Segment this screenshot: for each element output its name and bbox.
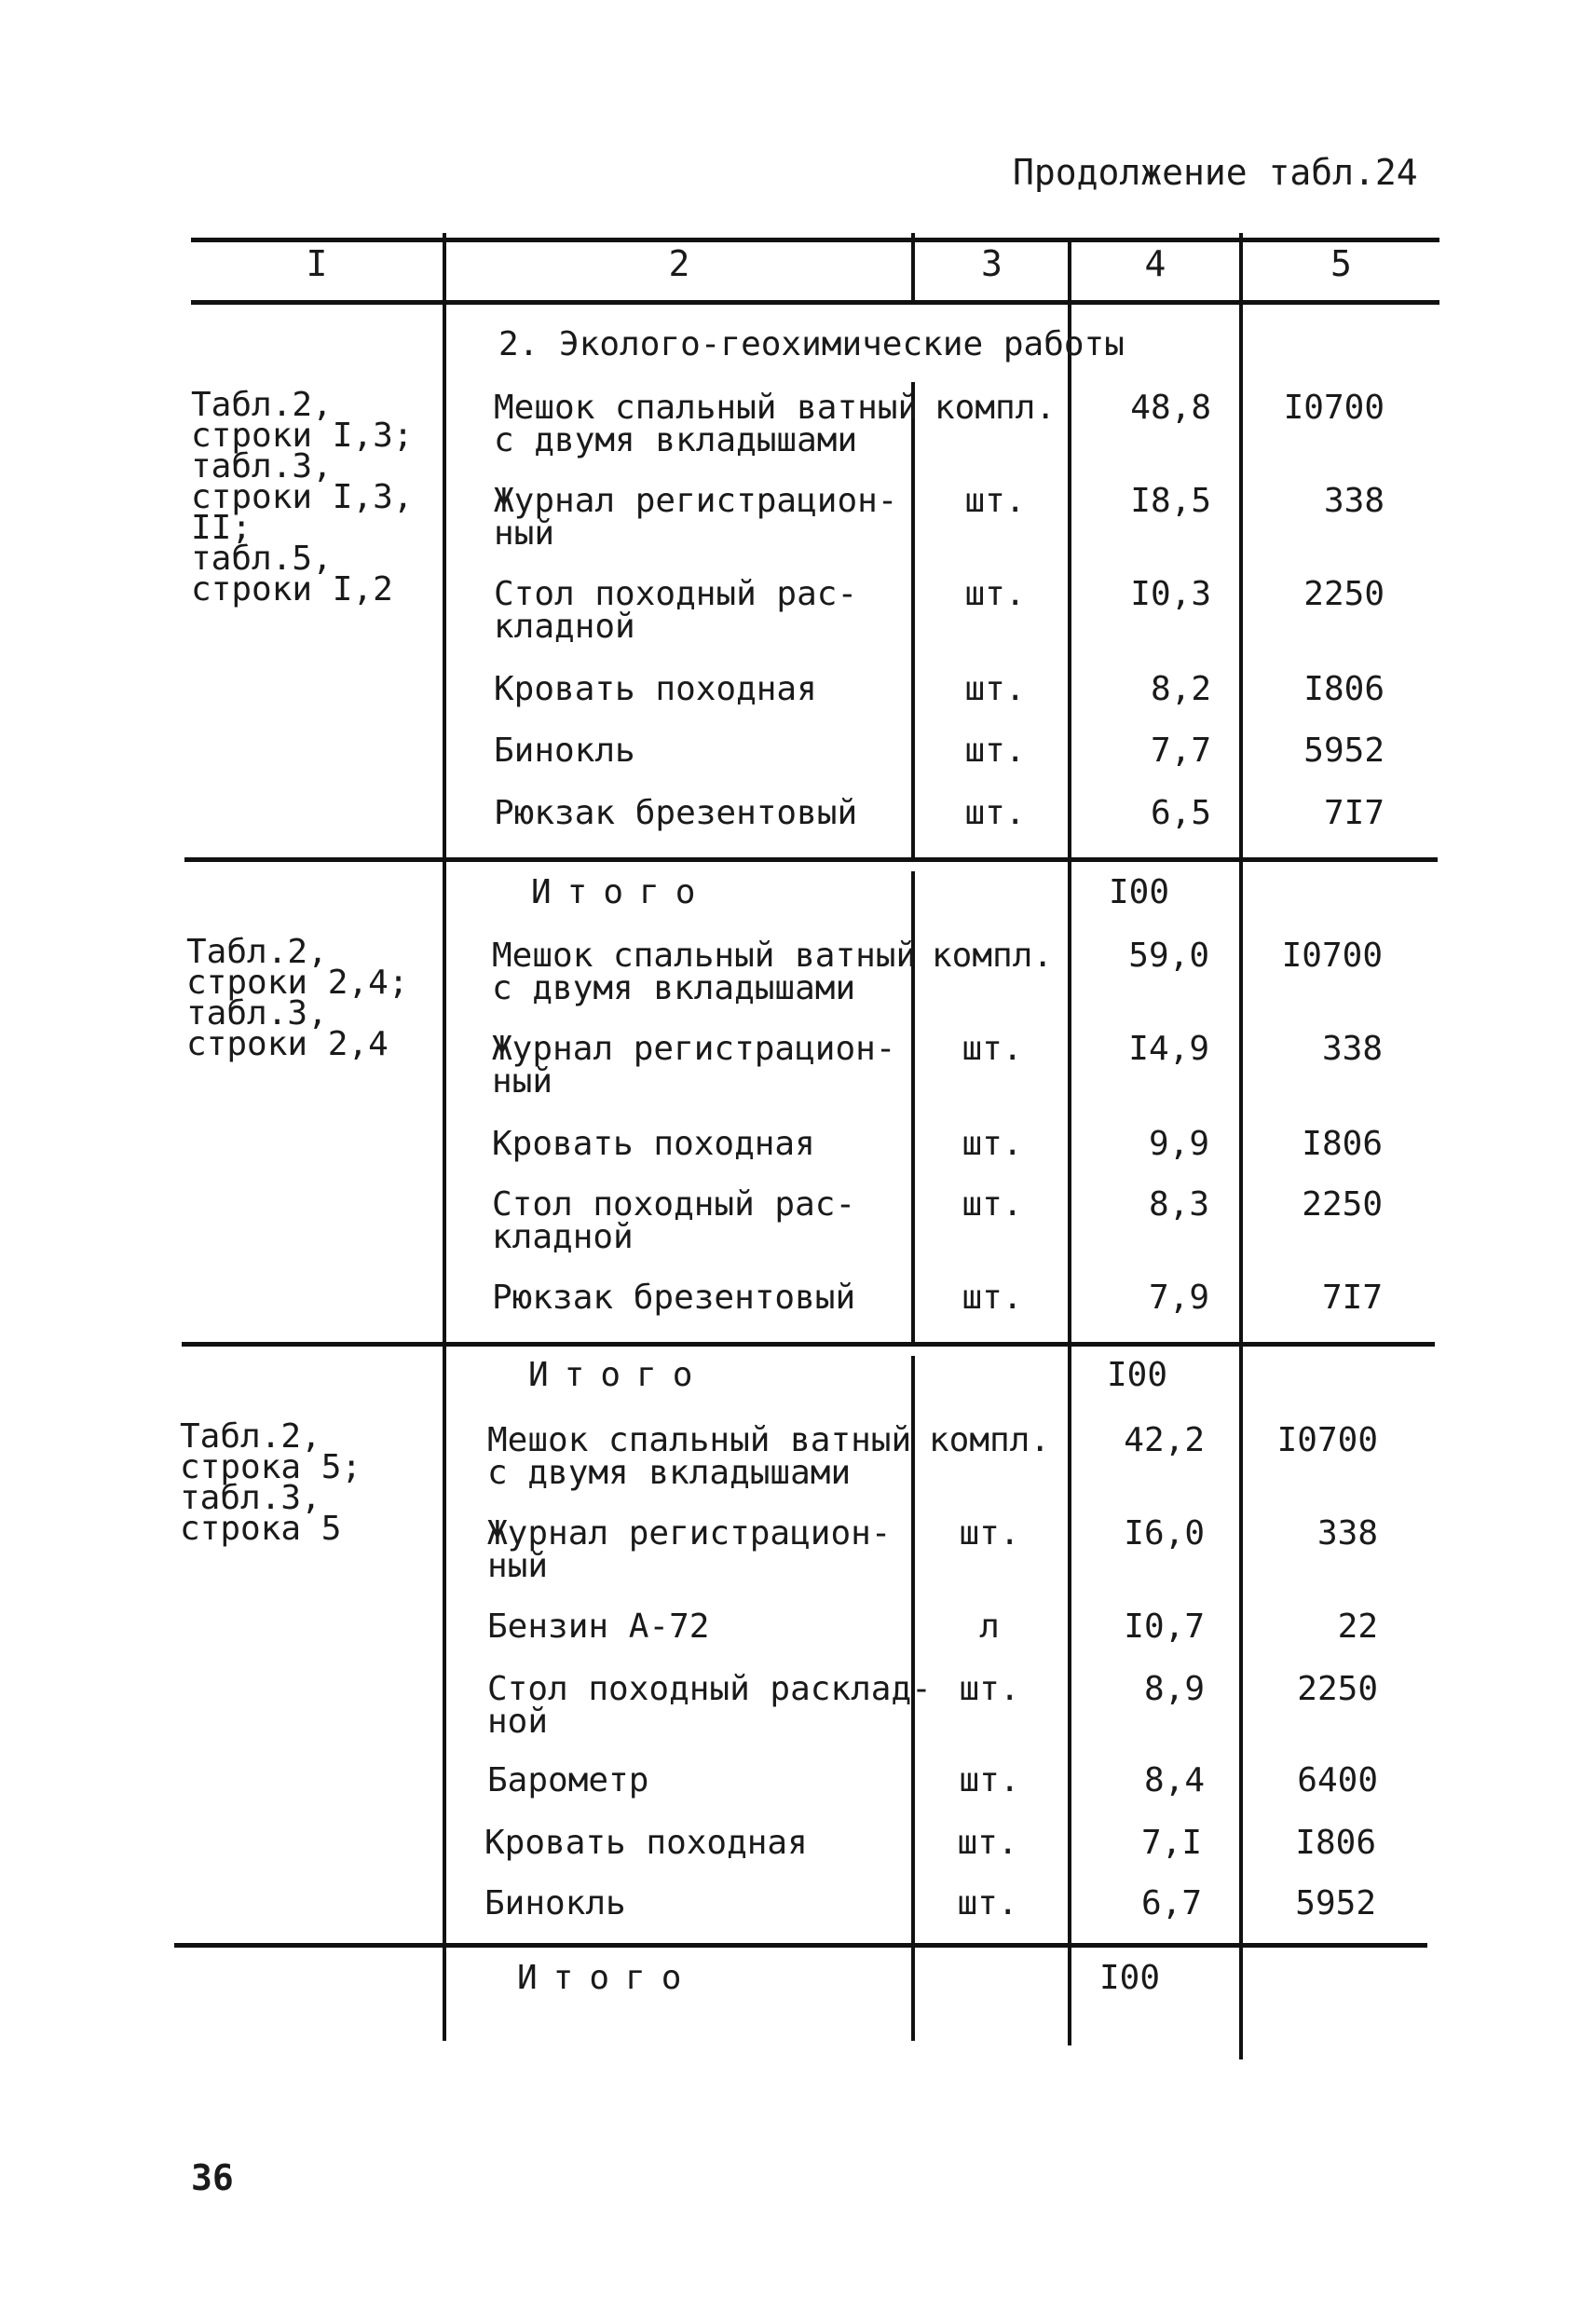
item-unit: компл.	[931, 937, 1054, 975]
item-name-line: Стол походный рас-	[492, 1185, 856, 1224]
item-price: I806	[1295, 1824, 1376, 1862]
column-divider-1	[443, 233, 446, 2041]
item-name-line: Рюкзак брезентовый	[492, 1279, 856, 1317]
item-share: 42,2	[1124, 1421, 1205, 1459]
item-unit: шт.	[962, 1030, 1023, 1068]
item-name-line: ный	[494, 514, 555, 553]
item-share: 59,0	[1128, 937, 1209, 975]
item-name-line: Бинокль	[484, 1884, 626, 1922]
item-share: 7,I	[1140, 1824, 1202, 1862]
item-name-line: Мешок спальный ватный	[487, 1421, 912, 1459]
item-share: 7,7	[1150, 732, 1211, 770]
item-name-line: ный	[487, 1547, 549, 1585]
item-name	[492, 939, 916, 1005]
reference-line: строки 2,4;	[186, 964, 409, 1002]
total-value: I00	[1109, 873, 1170, 911]
item-name	[487, 1761, 649, 1799]
item-name-line: Бензин А-72	[487, 1607, 710, 1646]
reference-line: табл.3,	[186, 994, 328, 1033]
item-unit: компл.	[934, 389, 1057, 427]
item-share: 48,8	[1130, 389, 1211, 427]
column-divider-2	[911, 233, 915, 303]
item-name-line: Кровать походная	[492, 1125, 815, 1163]
item-price: I0700	[1283, 389, 1385, 427]
item-price: 338	[1321, 1030, 1383, 1068]
group-1-bottom-rule	[184, 857, 1438, 862]
item-name-line: с двумя вкладышами	[492, 969, 856, 1007]
item-name-line: Стол походный рас-	[494, 575, 858, 613]
item-unit: шт.	[957, 1824, 1018, 1862]
item-name-line: с двумя вкладышами	[487, 1454, 852, 1492]
item-name-line: Журнал регистрацион-	[494, 482, 898, 520]
item-price: 5952	[1303, 732, 1385, 770]
reference-line: Табл.2,	[180, 1417, 321, 1456]
group-3-reference	[180, 1417, 362, 1548]
reference-line: строки I,3;	[191, 417, 414, 455]
header-bottom-rule	[191, 300, 1439, 305]
group-2-bottom-rule	[182, 1342, 1435, 1347]
item-unit: шт.	[957, 1884, 1018, 1922]
item-share: 8,4	[1143, 1761, 1205, 1799]
item-share: I0,7	[1124, 1607, 1205, 1646]
item-name-line: Рюкзак брезентовый	[494, 794, 858, 832]
item-name	[494, 732, 635, 770]
item-name	[487, 1670, 932, 1741]
reference-line: строки I,2	[191, 570, 393, 609]
item-share: 7,9	[1148, 1279, 1209, 1317]
total-value: I00	[1107, 1356, 1168, 1394]
item-price: 2250	[1302, 1185, 1383, 1224]
item-name	[494, 575, 858, 646]
item-name-line: кладной	[494, 608, 635, 646]
item-name-line: ной	[487, 1703, 549, 1741]
column-header-1: I	[306, 243, 328, 284]
reference-line: Табл.2,	[191, 386, 333, 424]
item-name	[487, 1514, 892, 1585]
item-price: I0700	[1276, 1421, 1378, 1459]
item-share: 8,9	[1143, 1670, 1205, 1708]
item-unit: шт.	[962, 1125, 1023, 1163]
item-price: 22	[1337, 1607, 1378, 1646]
item-name-line: с двумя вкладышами	[494, 421, 858, 459]
item-name-line: ный	[492, 1062, 553, 1101]
item-name	[494, 482, 898, 553]
item-unit: шт.	[964, 794, 1026, 832]
item-price: I806	[1303, 670, 1385, 708]
item-name-line: Стол походный расклад-	[487, 1670, 932, 1708]
item-name	[494, 670, 817, 708]
item-unit: шт.	[959, 1670, 1020, 1708]
item-name	[492, 1030, 896, 1101]
item-name-line: Кровать походная	[484, 1824, 808, 1862]
reference-line: строка 5;	[180, 1448, 362, 1486]
total-value: I00	[1099, 1959, 1161, 1997]
table-continuation-caption: Продолжение табл.24	[1013, 152, 1418, 193]
reference-line: строки I,3,	[191, 478, 414, 516]
item-unit: шт.	[959, 1514, 1020, 1553]
item-price: 2250	[1297, 1670, 1378, 1708]
column-header-2: 2	[668, 243, 690, 284]
item-unit: шт.	[964, 732, 1026, 770]
item-share: I8,5	[1130, 482, 1211, 520]
section-title: 2. Эколого-геохимические работы	[498, 325, 1125, 363]
item-share: 6,5	[1150, 794, 1211, 832]
header-top-rule	[191, 238, 1439, 242]
reference-line: Табл.2,	[186, 933, 328, 971]
reference-line: II;	[191, 509, 252, 547]
reference-line: строка 5	[180, 1510, 342, 1548]
item-name-line: Барометр	[487, 1761, 649, 1799]
item-name-line: Журнал регистрацион-	[487, 1514, 892, 1553]
item-unit: компл.	[928, 1421, 1051, 1459]
item-unit: шт.	[962, 1185, 1023, 1224]
item-name-line: Кровать походная	[494, 670, 817, 708]
column-header-5: 5	[1330, 243, 1352, 284]
item-name-line: Мешок спальный ватный	[492, 937, 917, 975]
item-unit: шт.	[964, 575, 1026, 613]
item-unit: шт.	[964, 482, 1026, 520]
item-price: 7I7	[1321, 1279, 1383, 1317]
item-price: 7I7	[1323, 794, 1385, 832]
item-name	[494, 794, 858, 832]
item-unit: л	[979, 1607, 1000, 1646]
item-unit: шт.	[959, 1761, 1020, 1799]
item-share: 6,7	[1140, 1884, 1202, 1922]
total-label: Итого	[528, 1356, 709, 1394]
item-price: 338	[1316, 1514, 1378, 1553]
item-price: 5952	[1295, 1884, 1376, 1922]
item-name	[487, 1607, 710, 1646]
item-name-line: Журнал регистрацион-	[492, 1030, 896, 1068]
item-share: 8,2	[1150, 670, 1211, 708]
reference-line: табл.3,	[191, 447, 333, 486]
item-price: I806	[1302, 1125, 1383, 1163]
item-name	[492, 1185, 856, 1256]
item-share: 8,3	[1148, 1185, 1209, 1224]
item-share: I0,3	[1130, 575, 1211, 613]
item-name	[484, 1824, 808, 1862]
item-price: 2250	[1303, 575, 1385, 613]
item-name	[494, 391, 918, 457]
total-label: Итого	[517, 1959, 698, 1997]
page-number: 36	[191, 2157, 234, 2198]
column-header-3: 3	[981, 243, 1003, 284]
item-name-line: Мешок спальный ватный	[494, 389, 919, 427]
item-price: I0700	[1281, 937, 1383, 975]
item-share: I6,0	[1124, 1514, 1205, 1553]
item-name	[492, 1125, 815, 1163]
total-label: Итого	[531, 873, 712, 911]
group-3-bottom-rule	[174, 1943, 1427, 1948]
item-unit: шт.	[962, 1279, 1023, 1317]
reference-line: табл.5,	[191, 540, 333, 578]
item-name	[492, 1279, 856, 1317]
item-name	[487, 1421, 912, 1492]
item-price: 6400	[1297, 1761, 1378, 1799]
group-1-reference	[191, 386, 414, 609]
group-2-reference	[186, 933, 409, 1063]
item-share: 9,9	[1148, 1125, 1209, 1163]
reference-line: строки 2,4	[186, 1025, 389, 1063]
item-unit: шт.	[964, 670, 1026, 708]
item-price: 338	[1323, 482, 1385, 520]
column-header-4: 4	[1144, 243, 1166, 284]
item-share: I4,9	[1128, 1030, 1209, 1068]
reference-line: табл.3,	[180, 1479, 321, 1517]
item-name-line: Бинокль	[494, 732, 635, 770]
item-name-line: кладной	[492, 1218, 634, 1256]
item-name	[484, 1884, 626, 1922]
